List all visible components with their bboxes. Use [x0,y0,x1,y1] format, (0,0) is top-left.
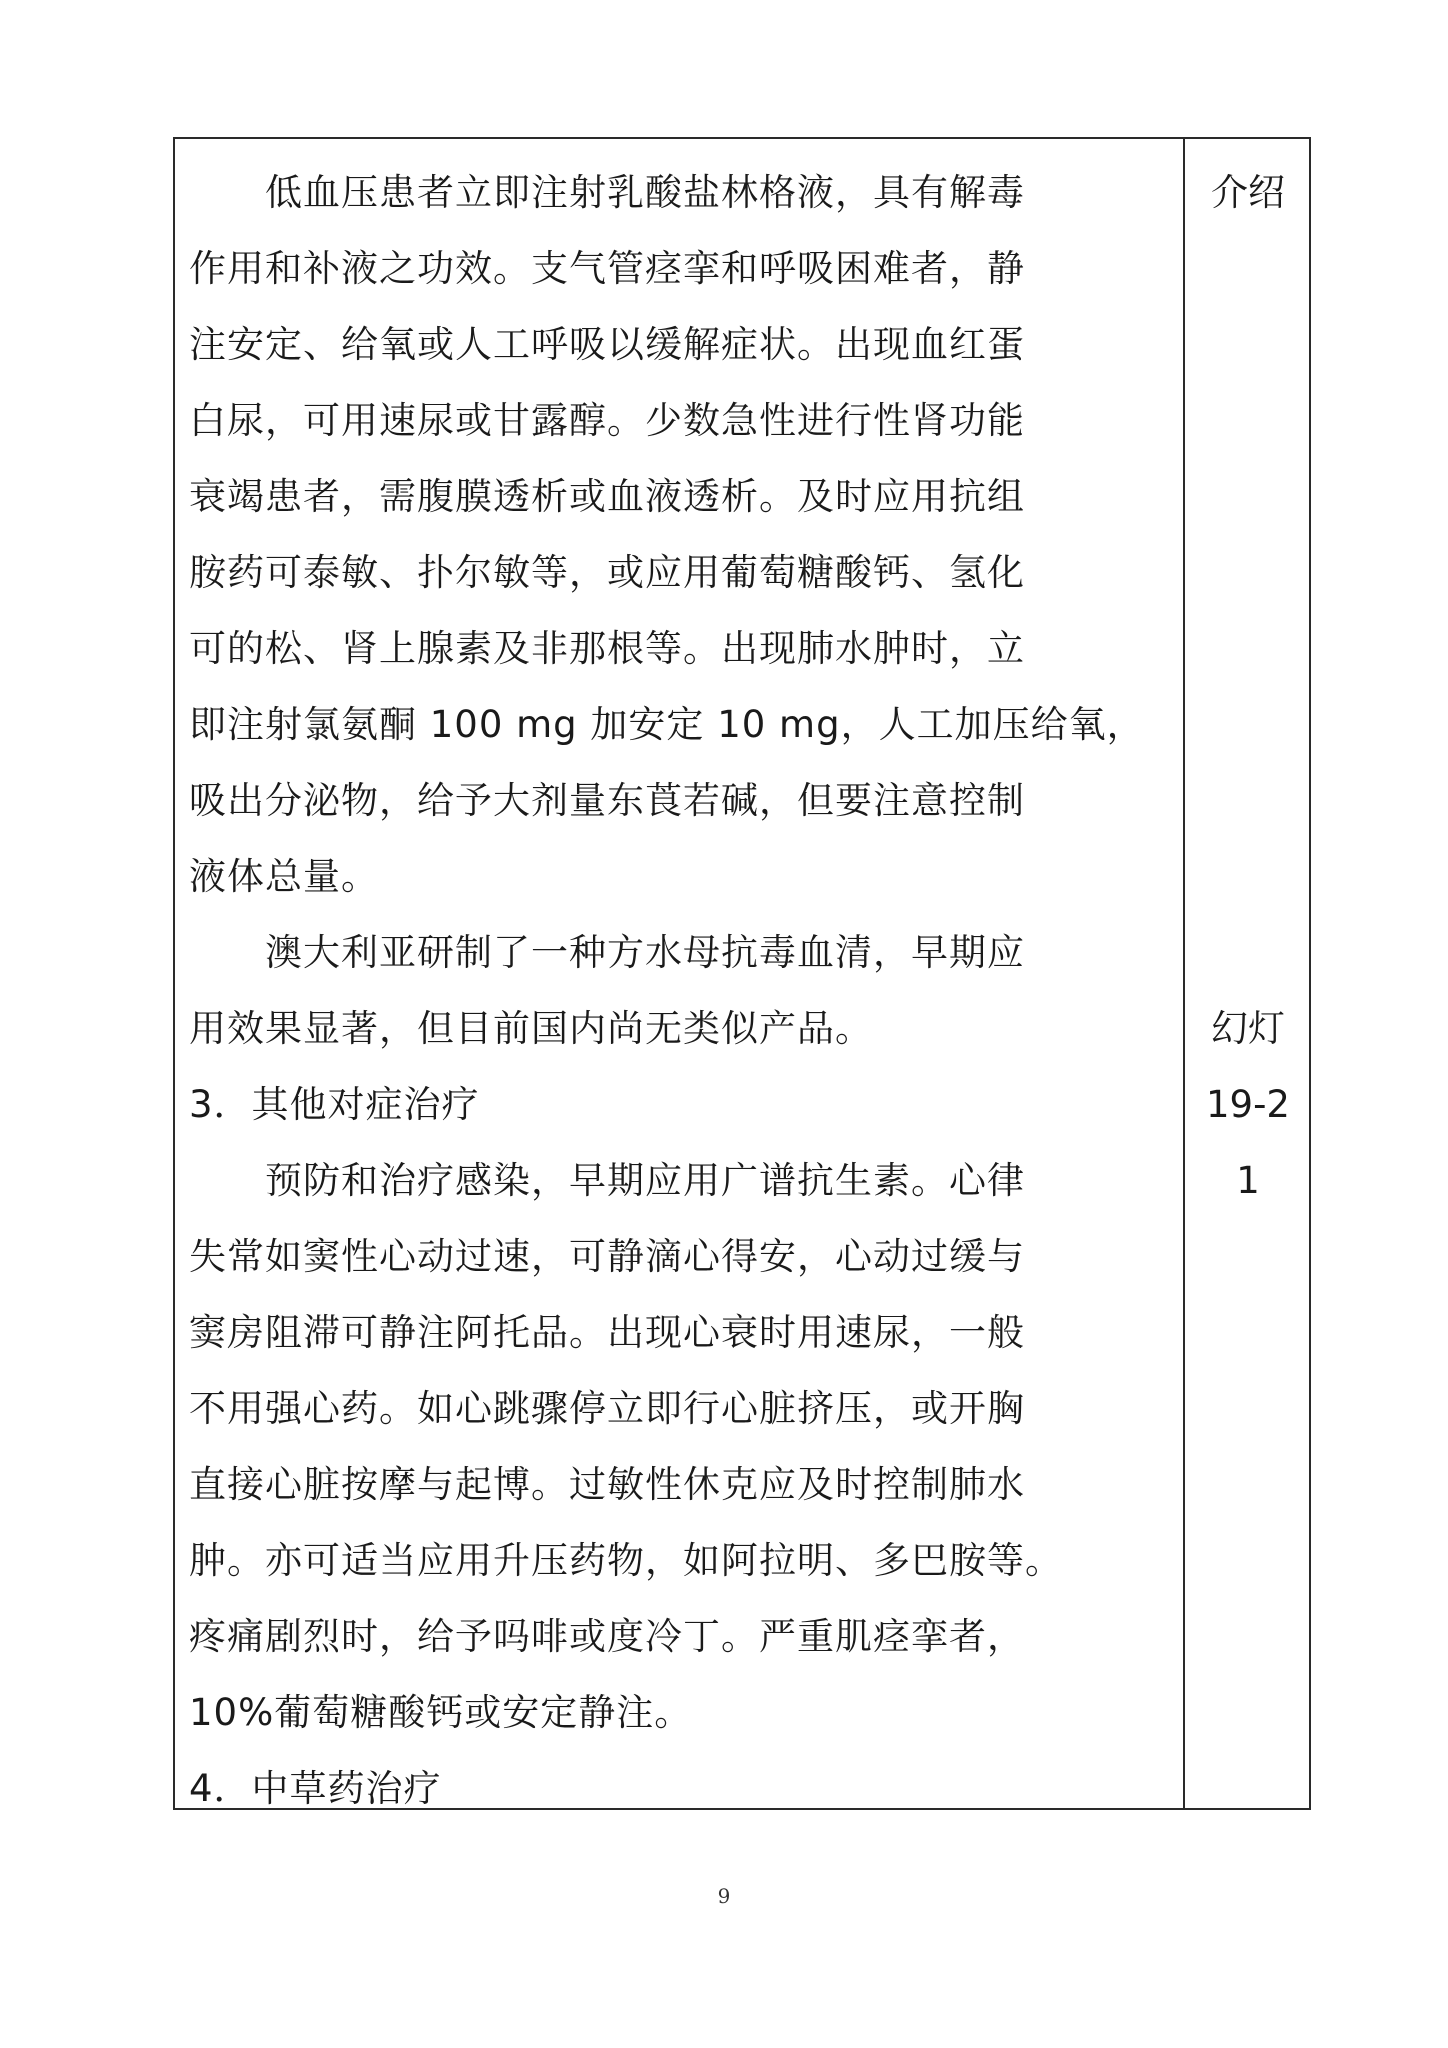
side-note-text: 介绍 [1211,171,1285,214]
side-note-text: 1 [1236,1159,1260,1202]
main-text-column [189,155,1171,1827]
text-line: 用效果显著，但目前国内尚无类似产品。 [189,1007,873,1050]
section-heading: 3．其他对症治疗 [189,1083,480,1126]
text-line: 吸出分泌物，给予大剂量东莨若碱，但要注意控制 [189,779,1025,822]
text-line: 窦房阻滞可静注阿托品。出现心衰时用速尿，一般 [189,1311,1025,1354]
text-line: 澳大利亚研制了一种方水母抗毒血清，早期应 [189,931,1025,974]
text-line: 不用强心药。如心跳骤停立即行心脏挤压，或开胸 [189,1387,1025,1430]
side-note-text: 幻灯 [1211,1007,1285,1050]
text-line: 失常如窦性心动过速，可静滴心得安，心动过缓与 [189,1235,1025,1278]
text-line: 预防和治疗感染，早期应用广谱抗生素。心律 [189,1159,1025,1202]
text-line: 10%葡萄糖酸钙或安定静注。 [189,1691,693,1734]
content-table [173,137,1311,1810]
side-note-text: 19-2 [1206,1083,1290,1126]
page-number: 9 [717,1884,731,1908]
text-line: 胺药可泰敏、扑尔敏等，或应用葡萄糖酸钙、氢化 [189,551,1025,594]
text-line: 衰竭患者，需腹膜透析或血液透析。及时应用抗组 [189,475,1025,518]
text-line: 注安定、给氧或人工呼吸以缓解症状。出现血红蛋 [189,323,1025,366]
text-line: 即注射氯氨酮 100 mg 加安定 10 mg，人工加压给氧， [189,703,1145,746]
text-line: 白尿，可用速尿或甘露醇。少数急性进行性肾功能 [189,399,1025,442]
text-line: 疼痛剧烈时，给予吗啡或度冷丁。严重肌痉挛者， [189,1615,1025,1658]
text-line: 直接心脏按摩与起博。过敏性休克应及时控制肺水 [189,1463,1025,1506]
text-line: 液体总量。 [189,855,379,898]
column-divider [1183,139,1185,1808]
section-heading: 4．中草药治疗 [189,1767,442,1810]
text-line: 肿。亦可适当应用升压药物，如阿拉明、多巴胺等。 [189,1539,1063,1582]
side-note-slide [1185,991,1311,1219]
side-note-intro [1185,155,1311,231]
text-line: 可的松、肾上腺素及非那根等。出现肺水肿时，立 [189,627,1025,670]
text-line: 作用和补液之功效。支气管痉挛和呼吸困难者，静 [189,247,1025,290]
text-line: 低血压患者立即注射乳酸盐林格液，具有解毒 [189,171,1025,214]
